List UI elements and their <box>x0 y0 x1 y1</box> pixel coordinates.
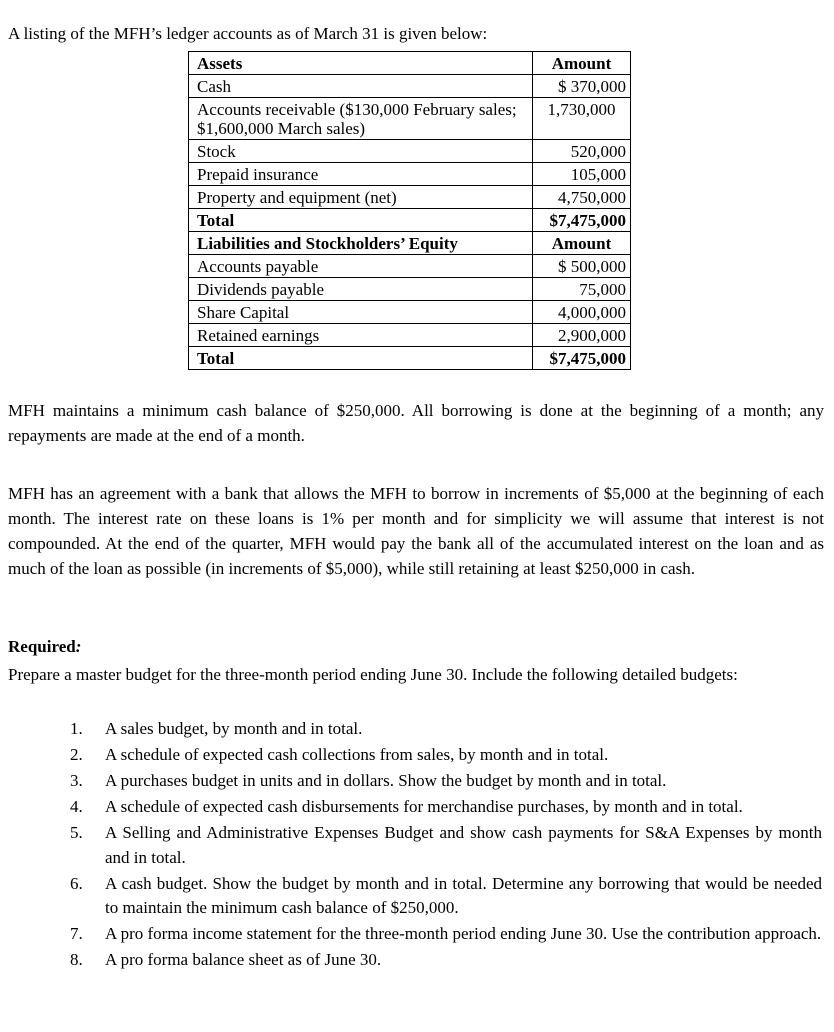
item-number: 3. <box>70 771 83 790</box>
account-label: Property and equipment (net) <box>189 186 533 209</box>
table-row <box>189 278 631 301</box>
account-amount: 4,750,000 <box>533 186 631 209</box>
account-label: Cash <box>189 75 533 98</box>
total-label: Total <box>189 347 533 370</box>
required-list <box>70 717 822 974</box>
account-amount: 75,000 <box>533 278 631 301</box>
list-item <box>70 795 822 820</box>
account-amount: 520,000 <box>533 140 631 163</box>
table-row <box>189 324 631 347</box>
item-text: A schedule of expected cash disbursements for merchandise purchases, by month and in total. <box>105 797 743 816</box>
required-colon: : <box>75 637 82 656</box>
table-row <box>189 140 631 163</box>
account-amount: $ 500,000 <box>533 255 631 278</box>
item-text: A purchases budget in units and in dollars. Show the budget by month and in total. <box>105 771 667 790</box>
table-row <box>189 75 631 98</box>
account-label: Dividends payable <box>189 278 533 301</box>
account-label: Share Capital <box>189 301 533 324</box>
item-number: 1. <box>70 719 83 738</box>
table-row <box>189 186 631 209</box>
account-label: Accounts receivable ($130,000 February sales; $1,600,000 March sales) <box>189 98 533 140</box>
list-item <box>70 769 822 794</box>
table-row <box>189 98 631 140</box>
account-amount: 105,000 <box>533 163 631 186</box>
item-number: 2. <box>70 745 83 764</box>
list-item <box>70 717 822 742</box>
account-label: Retained earnings <box>189 324 533 347</box>
table-row <box>189 255 631 278</box>
total-amount: $7,475,000 <box>533 347 631 370</box>
liabilities-header-row <box>189 232 631 255</box>
table-row <box>189 301 631 324</box>
account-amount: 2,900,000 <box>533 324 631 347</box>
item-text: A pro forma balance sheet as of June 30. <box>105 950 382 969</box>
item-number: 8. <box>70 950 83 969</box>
assets-total-row <box>189 209 631 232</box>
assets-header: Assets <box>189 52 533 75</box>
required-title: Required <box>8 637 76 656</box>
account-label: Accounts payable <box>189 255 533 278</box>
required-instructions: Prepare a master budget for the three-month period ending June 30. Include the following detailed budgets: <box>8 665 738 684</box>
item-number: 5. <box>70 823 83 842</box>
list-item <box>70 922 822 947</box>
item-number: 7. <box>70 924 83 943</box>
liabilities-total-row <box>189 347 631 370</box>
item-number: 4. <box>70 797 83 816</box>
account-amount: 4,000,000 <box>533 301 631 324</box>
amount-header: Amount <box>533 52 631 75</box>
item-text: A schedule of expected cash collections from sales, by month and in total. <box>105 745 609 764</box>
total-amount: $7,475,000 <box>533 209 631 232</box>
min-cash-paragraph: MFH maintains a minimum cash balance of $250,000. All borrowing is done at the beginning of a month; any repayments are made at the end of a month. <box>8 401 824 445</box>
item-text: A cash budget. Show the budget by month and in total. Determine any borrowing that would be needed to maintain the minimum cash balance of $250,000. <box>105 873 822 917</box>
liabilities-header: Liabilities and Stockholders’ Equity <box>189 232 533 255</box>
item-text: A pro forma income statement for the three-month period ending June 30. Use the contribution approach. <box>105 924 822 943</box>
table-header-row <box>189 52 631 75</box>
account-amount: 1,730,000 <box>533 98 631 140</box>
item-number: 6. <box>70 873 83 893</box>
list-item <box>70 948 822 973</box>
total-label: Total <box>189 209 533 232</box>
list-item <box>70 821 822 870</box>
intro-text: A listing of the MFH’s ledger accounts as of March 31 is given below: <box>8 24 488 43</box>
required-heading <box>8 637 81 657</box>
bank-agreement-paragraph: MFH has an agreement with a bank that allows the MFH to borrow in increments of $5,000 at the beginning of each month. The interest rate on these loans is 1% per month and for simplicity we will assume that interest is not compounded. At the end of the quarter, MFH would pay the bank all of the accumulated interest on the loan and as much of the loan as possible (in increments of $5,000), while still retaining at least $250,000 in cash. <box>8 484 824 578</box>
item-text: A Selling and Administrative Expenses Budget and show cash payments for S&A Expenses by month and in total. <box>105 823 822 867</box>
item-text: A sales budget, by month and in total. <box>105 719 363 738</box>
table-row <box>189 163 631 186</box>
amount-header: Amount <box>533 232 631 255</box>
account-label: Prepaid insurance <box>189 163 533 186</box>
account-amount: $ 370,000 <box>533 75 631 98</box>
list-item <box>70 872 822 921</box>
ledger-table <box>188 51 631 370</box>
account-label: Stock <box>189 140 533 163</box>
list-item <box>70 743 822 768</box>
